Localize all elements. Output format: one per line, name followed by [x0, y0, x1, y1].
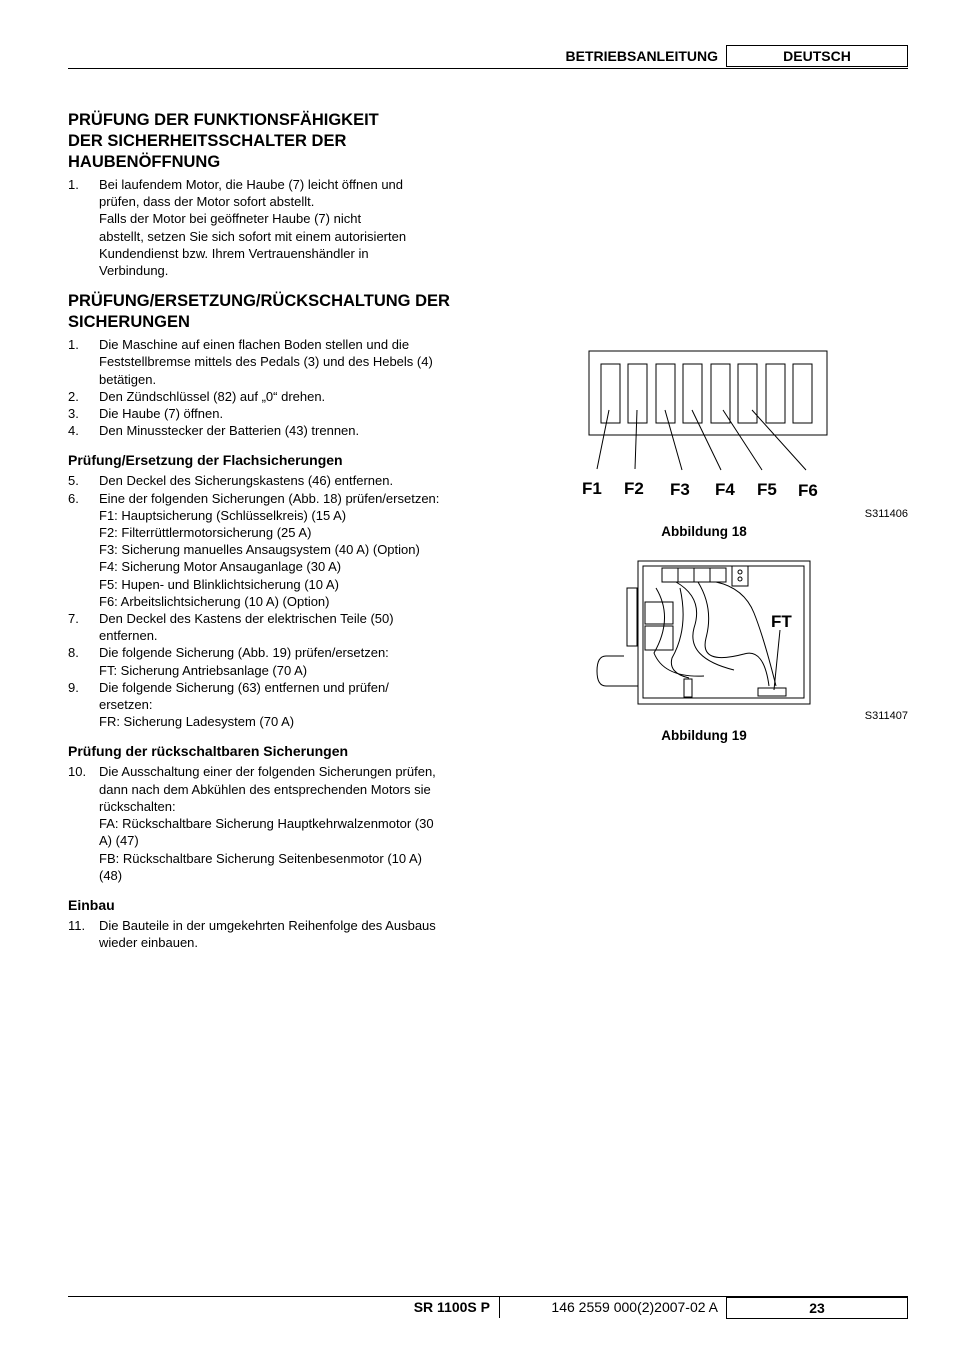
fuse-label-ft: FT: [771, 612, 792, 631]
list-item: [68, 176, 488, 279]
subsection-title-flat-fuses: Prüfung/Ersetzung der Flachsicherungen: [68, 452, 343, 469]
subsection-title-resettable-fuses: Prüfung der rückschaltbaren Sicherungen: [68, 743, 349, 760]
fuse-box-outline: [589, 351, 827, 435]
list-item-number: 1.: [68, 337, 79, 353]
header-rule: [68, 68, 908, 69]
list-item-text: Bei laufendem Motor, die Haube (7) leicht öffnen und prüfen, dass der Motor sofort abstellt. Falls der Motor bei geöffneter Haube (7) nicht abstellt, setzen Sie sich sofort mit einem autorisierten Kundendienst bzw. Ihrem Vertrauenshändler in Verbindung.: [99, 177, 407, 279]
list-item-number: 6.: [68, 490, 79, 506]
title-line: PRÜFUNG DER FUNKTIONSFÄHIGKEIT: [68, 111, 379, 129]
fuse-label: F5: [757, 480, 777, 499]
section-title-safety-switch: [68, 110, 488, 173]
list-item-number: 11.: [68, 917, 86, 933]
list-item-text: Die Maschine auf einen flachen Boden stellen und die Feststellbremse mittels des Pedals (3) und des Hebels (4) betätigen.: [99, 337, 433, 387]
main-text-column: [68, 110, 488, 951]
fuse-label: F2: [624, 479, 644, 498]
list-item-number: 2.: [68, 388, 79, 404]
list-item-number: 5.: [68, 473, 79, 489]
list-item: [68, 405, 488, 422]
figure-18-fuse-box: [580, 348, 830, 508]
list-item-number: 7.: [68, 611, 79, 627]
figure-18-caption: Abbildung 18: [661, 524, 747, 539]
section-title-fuses: [68, 291, 488, 333]
figure-19-caption: Abbildung 19: [661, 728, 747, 743]
footer-page-box: [726, 1297, 908, 1319]
fuse-label: F1: [582, 479, 602, 498]
list-item-number: 3.: [68, 406, 79, 422]
leader-line: [597, 410, 609, 469]
leader-line: [665, 410, 682, 470]
leader-line: [723, 410, 762, 470]
list-item: [68, 763, 488, 883]
fuse-slot: [683, 364, 702, 423]
list-item: [68, 336, 488, 388]
motor-housing: [597, 656, 638, 686]
fuse-label: F3: [670, 480, 690, 499]
header-manual-title: BETRIEBSANLEITUNG: [565, 48, 718, 64]
fuse-slot: [711, 364, 730, 423]
title-line: DER SICHERHEITSSCHALTER DER: [68, 132, 347, 150]
footer-doc-code: 146 2559 000(2)2007-02 A: [551, 1299, 718, 1315]
title-line: PRÜFUNG/ERSETZUNG/RÜCKSCHALTUNG DER: [68, 292, 450, 311]
figure-19-electrical-box: [594, 558, 814, 708]
list-item-number: 4.: [68, 423, 79, 439]
list-item-text: Den Minusstecker der Batterien (43) trennen.: [99, 423, 360, 439]
fuse-slot: [738, 364, 757, 423]
list-item-text: Die Bauteile in der umgekehrten Reihenfolge des Ausbaus wieder einbauen.: [99, 917, 436, 951]
fuse-label: F6: [798, 481, 818, 500]
list-item-text: Die folgende Sicherung (63) entfernen und prüfen/ ersetzen: FR: Sicherung Ladesystem (70 A): [99, 679, 389, 730]
leader-line: [692, 410, 721, 470]
list-item-number: 1.: [68, 177, 79, 192]
figure-18-code: S311406: [864, 508, 908, 520]
leader-line: [635, 410, 637, 469]
fuse-label: F4: [715, 480, 735, 499]
list-item: [68, 388, 488, 405]
header-language: DEUTSCH: [783, 48, 851, 64]
list-item: [68, 644, 488, 678]
title-line: SICHERUNGEN: [68, 313, 190, 332]
list-item: [68, 679, 488, 731]
list-item-number: 10.: [68, 764, 87, 780]
side-plate: [627, 588, 637, 646]
list-item-text: Die Haube (7) öffnen.: [99, 406, 224, 422]
list-item: [68, 610, 488, 644]
list-item-number: 9.: [68, 679, 79, 695]
fuse-slot: [656, 364, 675, 423]
list-item-text: Die Ausschaltung einer der folgenden Sicherungen prüfen, dann nach dem Abkühlen des entsprechenden Motors sie rückschalten: FA: Rückschaltbare Sicherung Hauptkehrwalzenmotor (30 A) (47) FB: Rückschaltbare Sicherung Seitenbesenmotor (10 A) (48): [99, 764, 436, 883]
leader-line: [752, 410, 806, 470]
list-item-text: Den Deckel des Sicherungskastens (46) entfernen.: [99, 473, 394, 489]
page-number: 23: [809, 1300, 825, 1316]
fuse-slot: [793, 364, 812, 423]
list-item: [68, 490, 488, 610]
figure-19-code: S311407: [864, 710, 908, 722]
list-item: [68, 422, 488, 439]
fuse-slot: [628, 364, 647, 423]
list-item-number: 8.: [68, 645, 79, 661]
header-language-box: [726, 45, 908, 67]
list-item-text: Den Deckel des Kastens der elektrischen Teile (50) entfernen.: [99, 611, 394, 644]
footer-model: SR 1100S P: [413, 1299, 490, 1315]
subsection-title-installation: Einbau: [68, 896, 115, 913]
list-item: [68, 472, 488, 489]
list-item-text: Den Zündschlüssel (82) auf „0“ drehen.: [99, 388, 326, 404]
fuse-slot: [766, 364, 785, 423]
list-item-text: Eine der folgenden Sicherungen (Abb. 18) prüfen/ersetzen: F1: Hauptsicherung (Schlüsselkreis) (15 A) F2: Filterrüttlermotorsicherung (25 A) F3: Sicherung manuelles Ansaugsystem (40 A) (Option) F4: Sicherung Motor Ansauganlage (30 A) F5: Hupen- und Blinklichtsicherung (10 A) F6: Arbeitslichtsicherung (10 A) (Option): [99, 490, 440, 609]
list-item: [68, 917, 488, 951]
title-line: HAUBENÖFFNUNG: [68, 153, 221, 171]
fuse-slot: [601, 364, 620, 423]
list-item-text: Die folgende Sicherung (Abb. 19) prüfen/ersetzen: FT: Sicherung Antriebsanlage (70 A): [99, 645, 389, 678]
